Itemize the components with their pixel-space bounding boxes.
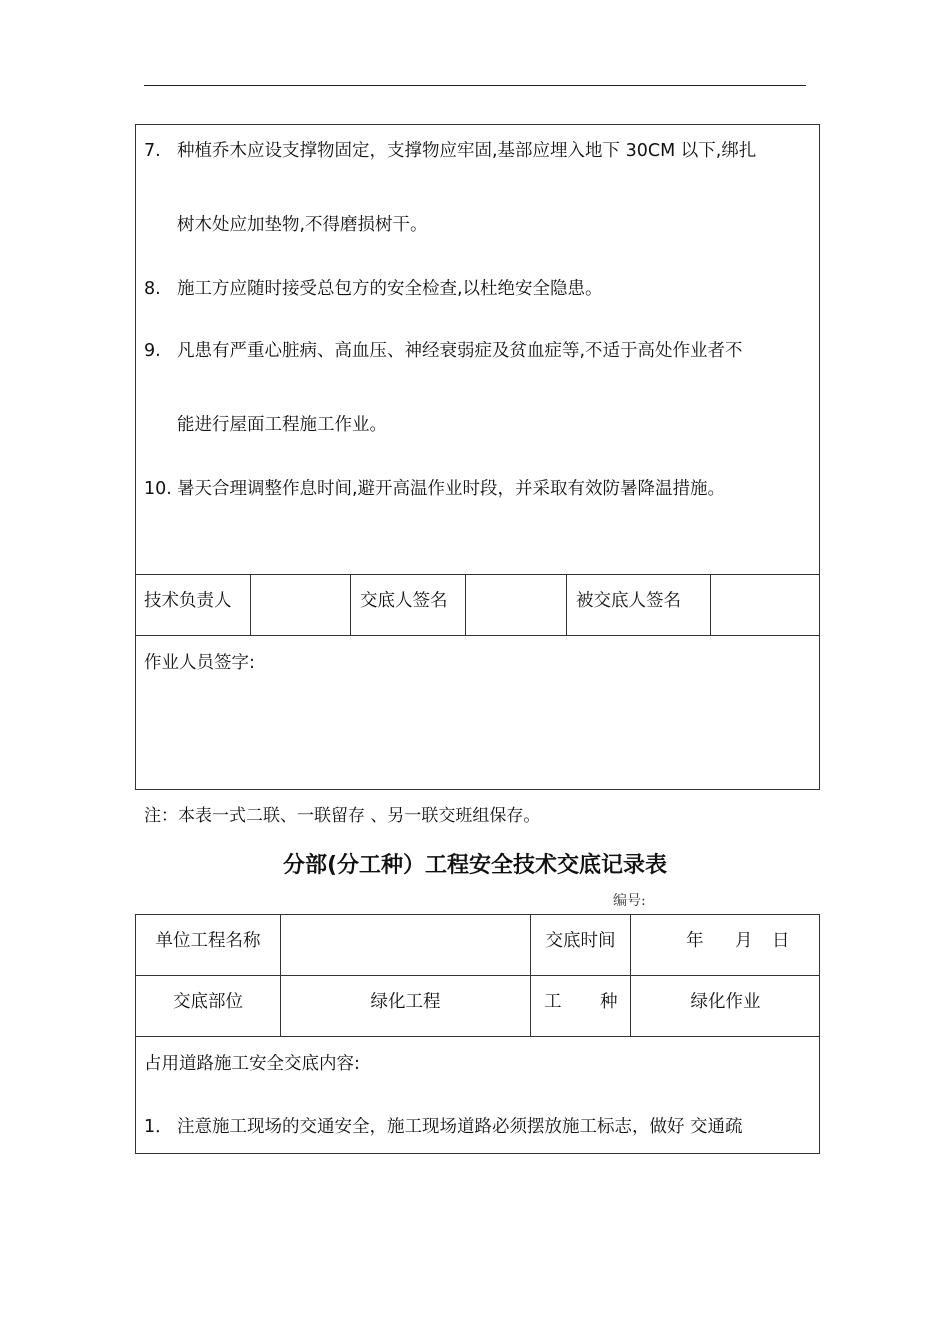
presenter-signature-label: 交底人签名	[360, 591, 448, 611]
header-rule	[144, 85, 806, 86]
lower-col-divider	[630, 914, 631, 1036]
date-day-label: 日	[772, 931, 790, 951]
item-7-line-1: 种植乔木应设支撑物固定，支撑物应牢固,基部应埋入地下 30CM 以下,绑扎	[177, 141, 757, 161]
sign-row-divider	[566, 574, 567, 635]
trade-label-part-2: 种	[600, 992, 618, 1012]
item-9-number: 9.	[144, 341, 161, 361]
item-9-line-2: 能进行屋面工程施工作业。	[177, 415, 387, 435]
trade-label-part-1: 工	[544, 992, 562, 1012]
item-10-number: 10.	[144, 479, 172, 499]
presenter-signature-field[interactable]	[466, 590, 565, 612]
item-9-line-1: 凡患有严重心脏病、高血压、神经衰弱症及贫血症等,不适于高处作业者不	[177, 341, 743, 361]
tech-lead-signature-field[interactable]	[251, 590, 349, 612]
sign-row-divider	[350, 574, 351, 635]
content-item-1-number: 1．	[144, 1117, 173, 1137]
briefing-location-label: 交底部位	[173, 992, 243, 1012]
unit-project-name-label: 单位工程名称	[155, 931, 261, 951]
date-month-label: 月	[735, 931, 753, 951]
receiver-signature-label: 被交底人签名	[576, 591, 681, 611]
workers-signature-label: 作业人员签字:	[144, 653, 255, 673]
lower-row-border	[135, 1036, 820, 1037]
item-10-line-1: 暑天合理调整作息时间,避开高温作业时段，并采取有效防暑降温措施。	[177, 479, 726, 499]
tech-lead-label: 技术负责人	[144, 591, 232, 611]
item-7-number: 7.	[144, 141, 161, 161]
briefing-location-value: 绿化工程	[370, 992, 441, 1012]
date-year-label: 年	[686, 931, 704, 951]
unit-project-name-field[interactable]	[281, 930, 530, 952]
serial-number-label: 编号:	[613, 893, 646, 909]
sign-row-bottom-border	[135, 635, 820, 636]
trade-value: 绿化作业	[690, 992, 761, 1012]
sign-row-top-border	[135, 574, 820, 575]
form-title: 分部(分工种）工程安全技术交底记录表	[282, 853, 668, 878]
content-heading: 占用道路施工安全交底内容:	[144, 1054, 360, 1074]
lower-row-border	[135, 975, 820, 976]
item-8-line-1: 施工方应随时接受总包方的安全检查,以杜绝安全隐患。	[177, 279, 603, 299]
content-item-1-text: 注意施工现场的交通安全，施工现场道路必须摆放施工标志，做好 交通疏	[177, 1117, 743, 1137]
briefing-time-label: 交底时间	[545, 931, 616, 951]
receiver-signature-field[interactable]	[711, 590, 819, 612]
item-7-line-2: 树木处应加垫物,不得磨损树干。	[177, 215, 428, 235]
footnote: 注：本表一式二联、一联留存 、另一联交班组保存。	[144, 806, 541, 826]
item-8-number: 8.	[144, 279, 161, 299]
